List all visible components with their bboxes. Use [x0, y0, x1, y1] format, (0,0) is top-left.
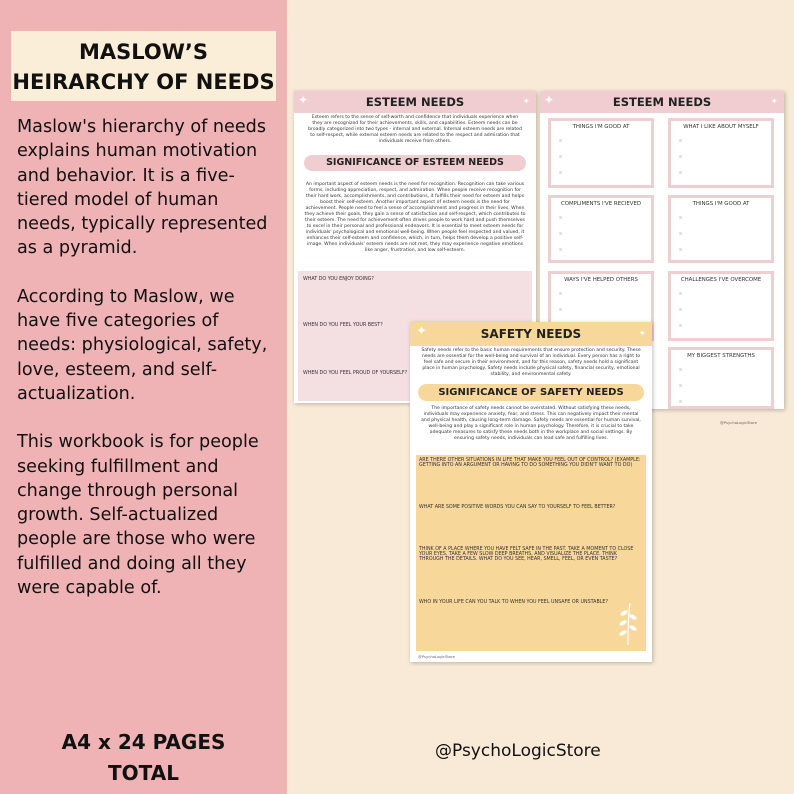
question-3: THINK OF A PLACE WHERE YOU HAVE FELT SAFE IN THE PAST. TAKE A MOMENT TO CLOSE YOUR EYES, TAKE A FEW SLOW DEEP BREATHS, AND VISUALIZE THE PLACE. THINK THROUGH THE DETAILS. WHAT DO YOU SEE, HEAR, SMELL, FEEL, OR EVEN TASTE?: [419, 547, 634, 562]
body-text: The importance of safety needs cannot be overstated. Without satisfying these needs, individuals may experience anxiety, fear, and stress. This can negatively impact their mental and physical health, causing long-term damage. Safety needs are essential for human survival, well-being and play a significant role in human psychology. Therefore, it is crucial to take adequate measures to satisfy these needs both in the workplace and social settings. By ensuring safety needs, individuals can lead safe and fulfilling lives.: [421, 406, 641, 441]
intro-text: Safety needs refer to the basic human requirements that ensure protection and security. These needs are essential for the well-being and survival of an individual. Every person has a right to feel safe and secure in their environment, and for this reason, safety needs hold a significant place in human psychology. Safety needs include physical safety, financial security, emotional stability, and environmental safety.: [421, 348, 641, 377]
worksheet-card: [548, 195, 654, 263]
section-title: SIGNIFICANCE OF ESTEEM NEEDS: [304, 155, 526, 171]
bullet: [559, 232, 562, 235]
bullet: [559, 216, 562, 219]
card-label: WHAT I LIKE ABOUT MYSELF: [683, 124, 759, 130]
bullet: [559, 171, 562, 174]
page-header: [540, 91, 784, 113]
sparkle-icon: ✦: [522, 97, 530, 107]
section-title: SIGNIFICANCE OF SAFETY NEEDS: [418, 384, 644, 401]
sparkle-icon: ✦: [638, 329, 646, 339]
card-label: COMPLIMENTS I'VE RECIEVED: [560, 201, 642, 207]
watermark: @PsychoLogicStore: [720, 420, 758, 425]
card-label: MY BIGGEST STRENGTHS: [687, 353, 755, 359]
question-2: WHAT ARE SOME POSITIVE WORDS YOU CAN SAY TO YOURSELF TO FEEL BETTER?: [419, 505, 616, 510]
paragraph-1: Maslow's hierarchy of needs explains human motivation and behavior. It is a five-tiered model of human needs, typically represented as a pyramid.: [17, 117, 268, 259]
sparkle-icon: ✦: [416, 324, 427, 339]
worksheet-card: [668, 347, 774, 409]
card-label: CHALLENGES I'VE OVERCOME: [680, 277, 762, 283]
bullet: [559, 155, 562, 158]
question-1: ARE THERE OTHER SITUATIONS IN LIFE THAT MAKE YOU FEEL OUT OF CONTROL? (EXAMPLE: GETTING INTO AN ARGUMENT OR HAVING TO DO SOMETHING YOU DIDN'T WANT TO DO): [419, 458, 641, 468]
sparkle-icon: ✦: [544, 93, 555, 107]
page-title: ESTEEM NEEDS: [365, 95, 465, 109]
worksheet-card: [668, 271, 774, 341]
bullet: [679, 216, 682, 219]
question-2: WHEN DO YOU FEEL YOUR BEST?: [303, 323, 383, 328]
bullet: [679, 171, 682, 174]
worksheet-card: [548, 118, 654, 188]
bullet: [559, 292, 562, 295]
bullet: [679, 400, 682, 403]
store-handle: @PsychoLogicStore: [435, 741, 601, 761]
page-safety: [410, 322, 652, 662]
description: [17, 115, 279, 624]
worksheet-card: [668, 195, 774, 263]
watermark: @PsychoLogicStore: [418, 654, 456, 659]
card-label: WAYS I'VE HELPED OTHERS: [564, 277, 638, 283]
sparkle-icon: ✦: [770, 97, 778, 107]
left-panel: [0, 0, 287, 794]
bullet: [679, 155, 682, 158]
question-4: WHO IN YOUR LIFE CAN YOU TALK TO WHEN YOU FEEL UNSAFE OR UNSTABLE?: [419, 600, 609, 605]
bullet: [679, 139, 682, 142]
title-line-1: MASLOW’S: [78, 40, 209, 64]
page-title: SAFETY NEEDS: [480, 327, 582, 341]
page-header: [294, 91, 536, 113]
worksheet-card: [668, 118, 774, 188]
leaf-icon: [616, 601, 640, 647]
bullet: [559, 248, 562, 251]
question-box: [416, 455, 646, 651]
sparkle-icon: ✦: [298, 93, 309, 107]
card-label: THINGS I'M GOOD AT: [572, 124, 630, 130]
footer-line-1: A4 x 24 PAGES: [61, 730, 226, 754]
title-line-2: HEIRARCHY OF NEEDS: [12, 70, 275, 94]
intro-text: Esteem refers to the sense of self-worth and confidence that individuals experience when they are recognized for their achievements, skills, and capabilities. Esteem needs can be broadly categorized into two types - internal and external. Internal esteem needs are related to self-respect, while external esteem needs are related to the respect and admiration that individuals receive from others.: [308, 115, 522, 144]
bullet: [679, 232, 682, 235]
question-1: WHAT DO YOU ENJOY DOING?: [303, 277, 374, 282]
bullet: [679, 384, 682, 387]
paragraph-3: This workbook is for people seeking fulfillment and change through personal growth. Self-actualized people are those who were fulfilled and doing all they were capable of.: [17, 432, 259, 599]
bullet: [679, 324, 682, 327]
bullet: [679, 248, 682, 251]
bullet: [679, 308, 682, 311]
bullet: [679, 368, 682, 371]
bullet: [559, 139, 562, 142]
page-header: [410, 322, 652, 346]
question-3: WHEN DO YOU FEEL PROUD OF YOURSELF?: [303, 371, 408, 376]
body-text: An important aspect of esteem needs is the need for recognition. Recognition can take various forms, including appreciation, respect, and admiration. When people receive recognition for their hard work, accomplishments, and contributions, it fulfills their need for esteem and helps boost their self-esteem. Another important aspect of esteem needs is the need for achievement. People need to feel a sense of accomplishment and progress in their lives. When they achieve their goals, they gain a sense of satisfaction and self-respect, which contributes to their esteem. The need for achievement often drives people to work hard and push themselves to excel in their personal and professional endeavors. It is essential to meet esteem needs for individuals' psychological and emotional well-being. When people feel respected and valued, it enhances their self-esteem and confidence, which, in turn, helps them develop a positive self-image. When individuals' esteem needs are not met, they may experience negative emotions like anger, frustration, and low self-esteem.: [304, 182, 526, 253]
page-title: ESTEEM NEEDS: [612, 95, 712, 109]
bullet: [679, 292, 682, 295]
page-count: [0, 727, 287, 789]
title-box: [11, 31, 276, 101]
bullet: [559, 308, 562, 311]
paragraph-2: According to Maslow, we have five categories of needs: physiological, safety, love, esteem, and self-actualization.: [17, 286, 268, 404]
footer-line-2: TOTAL: [108, 761, 179, 785]
card-label: THINGS I'M GOOD AT: [692, 201, 750, 207]
